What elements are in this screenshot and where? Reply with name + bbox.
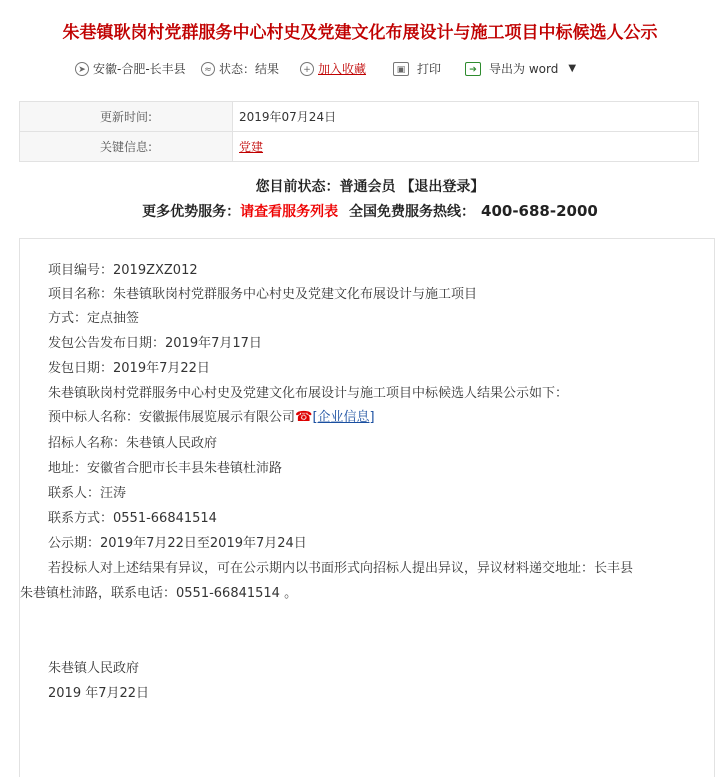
member-status [0, 176, 720, 196]
export-label[interactable]: 导出为 word [489, 62, 559, 76]
location-text: 安徽-合肥-长丰县 [93, 62, 186, 76]
export-button[interactable] [465, 60, 576, 77]
contact-phone: 联系方式：0551-66841514 [48, 511, 217, 526]
chevron-down-icon[interactable]: ▼ [568, 63, 577, 74]
plus-icon: + [300, 62, 314, 76]
signature: 朱巷镇人民政府 [48, 661, 140, 676]
announcement-content [19, 238, 715, 777]
objection-line-2: 朱巷镇杜沛路，联系电话：0551-66841514 。 [20, 586, 298, 601]
winner-name: 预中标人名称：安徽振伟展览展示有限公司 [48, 410, 296, 425]
favorite-button[interactable] [300, 60, 366, 77]
status-item [201, 60, 279, 77]
favorite-link[interactable]: 加入收藏 [318, 62, 367, 76]
contract-date: 发包日期：2019年7月22日 [48, 361, 210, 376]
update-time-value: 2019年07月24日 [233, 102, 699, 132]
print-label[interactable]: 打印 [417, 62, 442, 76]
update-time-label: 更新时间: [20, 102, 233, 132]
print-button[interactable] [393, 60, 441, 77]
table-row [20, 102, 699, 132]
location-item [75, 60, 186, 77]
winner-line [48, 406, 375, 425]
objection-line-1: 若投标人对上述结果有异议，可在公示期内以书面形式向招标人提出异议，异议材料递交地址：长丰县 [48, 561, 634, 576]
company-info-link[interactable]: [企业信息] [312, 410, 375, 425]
status-icon: ≈ [201, 62, 215, 76]
publish-date: 发包公告发布日期：2019年7月17日 [48, 336, 262, 351]
method: 方式：定点抽签 [48, 311, 140, 326]
service-list-link[interactable]: 请查看服务列表 [240, 204, 339, 220]
result-intro: 朱巷镇耿岗村党群服务中心村史及党建文化布展设计与施工项目中标候选人结果公示如下： [48, 386, 569, 401]
publicity-period: 公示期：2019年7月22日至2019年7月24日 [48, 536, 307, 551]
toolbar [0, 60, 720, 84]
keyword-cell [233, 132, 699, 162]
member-status-text: 您目前状态：普通会员 [255, 179, 396, 195]
export-icon: ➔ [465, 62, 481, 76]
project-number: 项目编号：2019ZXZ012 [48, 263, 198, 278]
status-text: 状态：结果 [219, 62, 280, 76]
service-bar [0, 201, 720, 221]
info-table [19, 101, 699, 162]
table-row [20, 132, 699, 162]
address: 地址：安徽省合肥市长丰县朱巷镇杜沛路 [48, 461, 283, 476]
keyword-link[interactable]: 党建 [239, 140, 264, 154]
hotline-number: 400-688-2000 [481, 202, 598, 220]
project-name: 项目名称：朱巷镇耿岗村党群服务中心村史及党建文化布展设计与施工项目 [48, 287, 478, 302]
logout-link[interactable]: 【退出登录】 [400, 179, 485, 195]
sign-date: 2019 年7月22日 [48, 686, 150, 701]
service-prefix: 更多优势服务： [142, 204, 241, 220]
keyword-label: 关键信息: [20, 132, 233, 162]
tenderer: 招标人名称：朱巷镇人民政府 [48, 436, 218, 451]
phone-icon: ☎ [295, 409, 313, 425]
hotline-label: 全国免费服务热线： [349, 204, 476, 220]
print-icon: ▣ [393, 62, 409, 76]
page-title: 朱巷镇耿岗村党群服务中心村史及党建文化布展设计与施工项目中标候选人公示 [62, 23, 658, 43]
location-arrow-icon: ➤ [75, 62, 89, 76]
contact-person: 联系人：汪涛 [48, 486, 127, 501]
